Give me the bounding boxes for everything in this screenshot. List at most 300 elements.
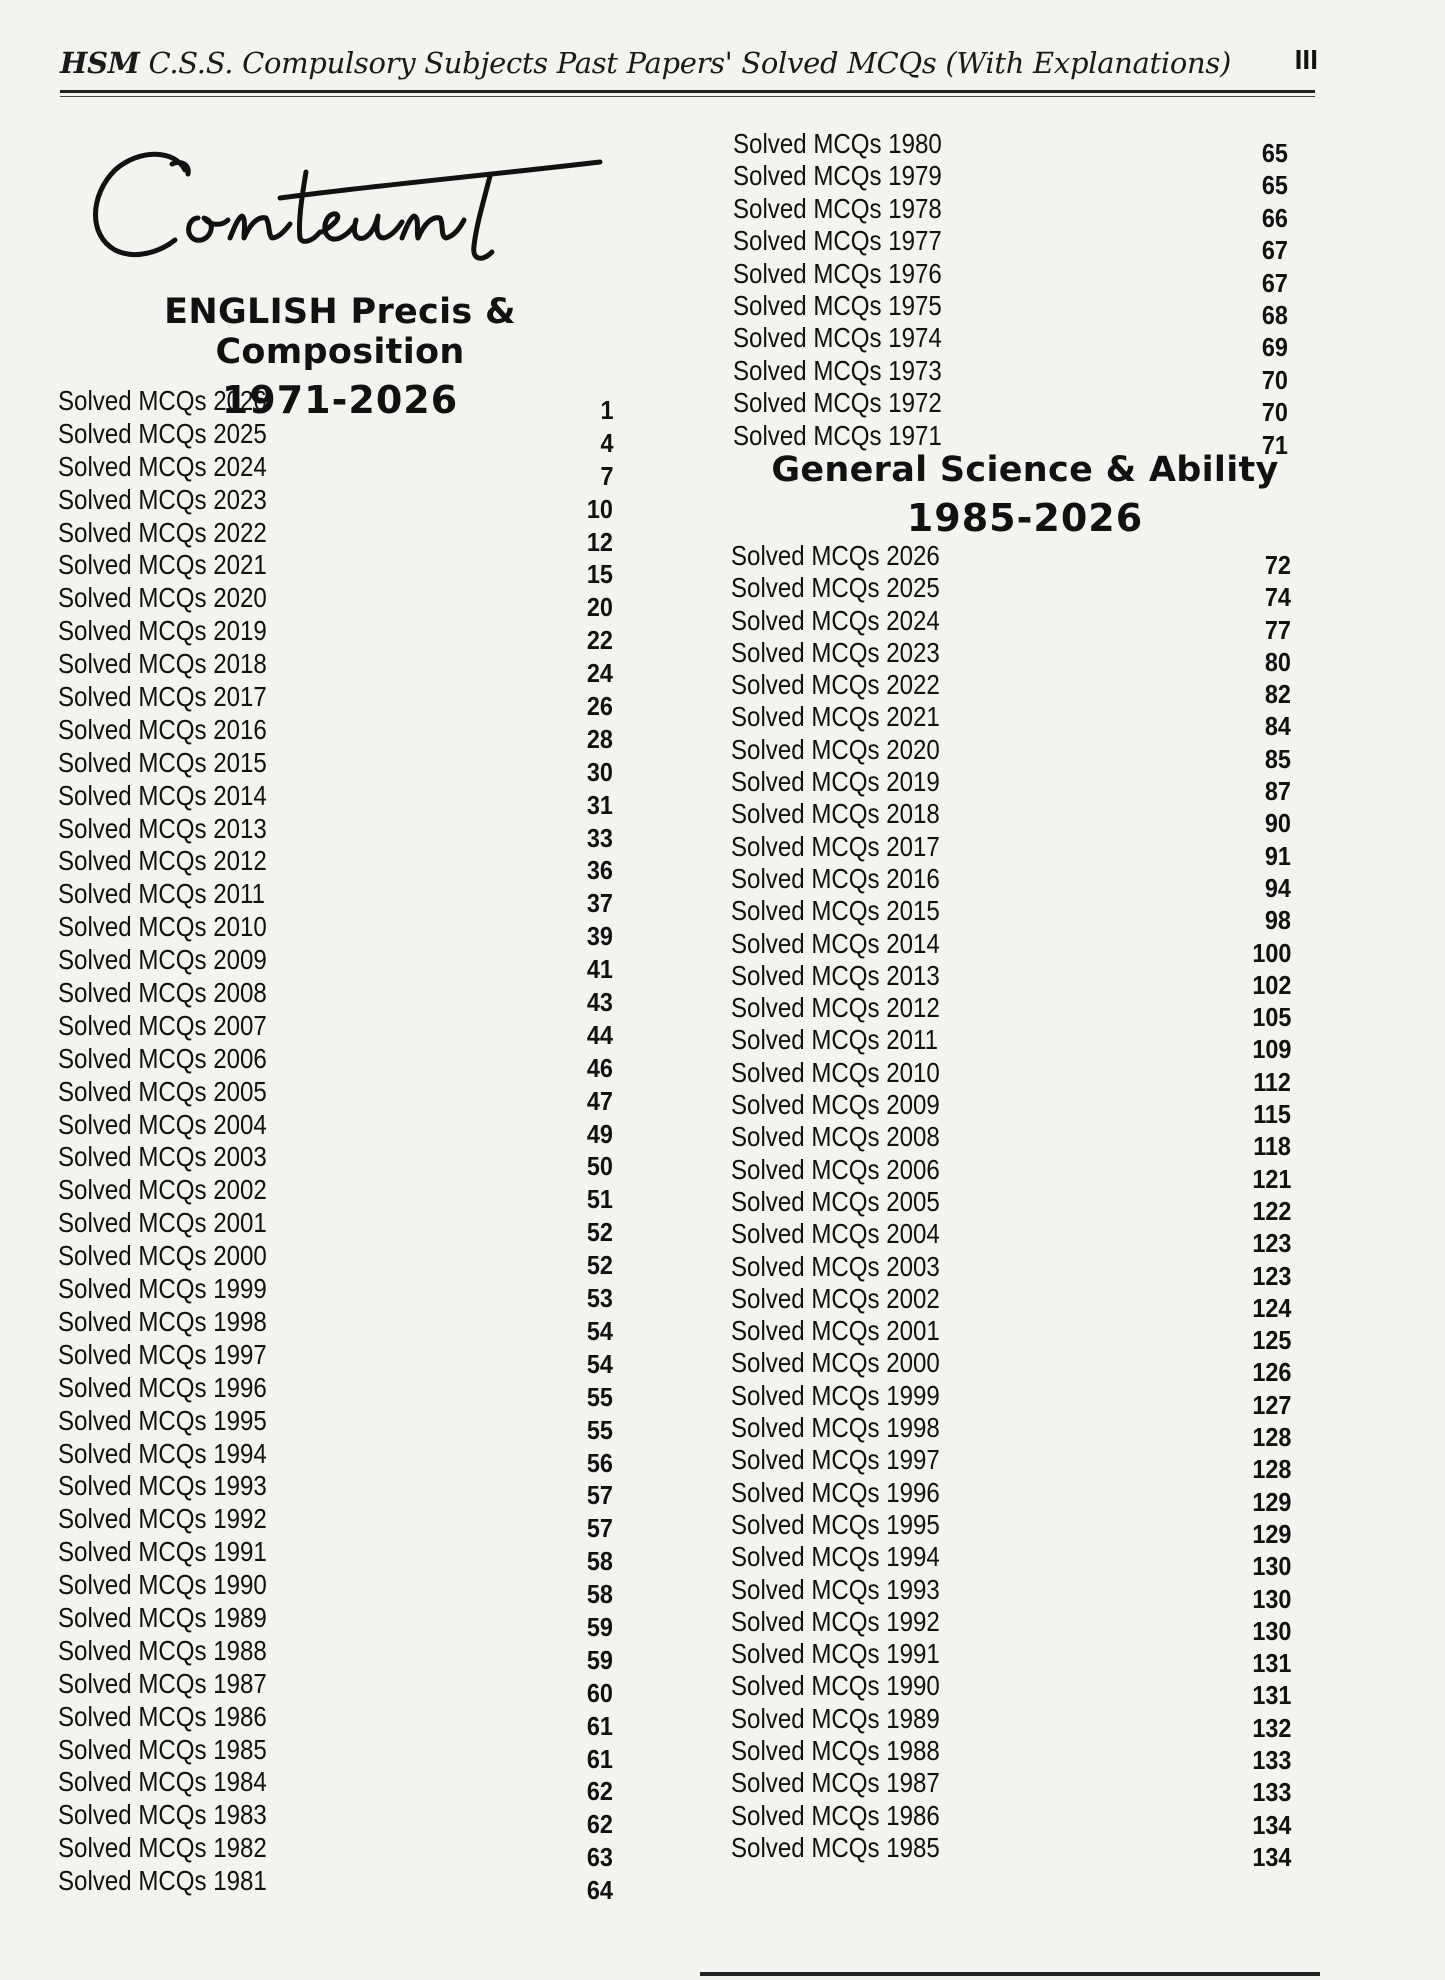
- toc-entry: [58, 1404, 613, 1445]
- toc-entry-label: Solved MCQs 2016: [58, 713, 267, 745]
- toc-entry-page-number: 123: [1251, 1260, 1291, 1291]
- toc-entry: [58, 1174, 613, 1215]
- toc-entry-label: Solved MCQs 2015: [731, 895, 940, 927]
- toc-entry-page-number: 61: [586, 1710, 613, 1741]
- toc-entry: [731, 733, 1291, 774]
- toc-entry-page-number: 126: [1251, 1357, 1291, 1388]
- toc-entry-label: Solved MCQs 2005: [58, 1075, 267, 1107]
- toc-entry-label: Solved MCQs 1993: [58, 1470, 267, 1502]
- toc-entry: [58, 1700, 613, 1741]
- toc-entry-page-number: 85: [1264, 743, 1291, 774]
- toc-entry: [731, 636, 1291, 677]
- toc-entry-label: Solved MCQs 2012: [731, 992, 940, 1024]
- toc-entry: [731, 701, 1291, 742]
- toc-entry-page-number: 65: [1261, 170, 1288, 201]
- toc-entry-page-number: 24: [586, 658, 613, 689]
- toc-entry-label: Solved MCQs 1978: [733, 192, 942, 224]
- toc-entry-label: Solved MCQs 2024: [58, 450, 267, 482]
- toc-entry: [58, 911, 613, 952]
- toc-entry: [58, 483, 613, 524]
- toc-entry-page-number: 39: [586, 921, 613, 952]
- toc-entry-page-number: 80: [1264, 646, 1291, 677]
- toc-entry: [731, 895, 1291, 936]
- toc-entry: [731, 1573, 1291, 1614]
- toc-entry-page-number: 132: [1251, 1712, 1291, 1743]
- toc-entry: [58, 450, 613, 491]
- toc-entry: [731, 927, 1291, 968]
- toc-entry: [731, 1024, 1291, 1065]
- toc-entry-label: Solved MCQs 1979: [733, 160, 942, 192]
- toc-entry: [58, 1240, 613, 1281]
- toc-entry-label: Solved MCQs 1987: [58, 1667, 267, 1699]
- header-rule-thin: [60, 96, 1315, 97]
- toc-entry: [58, 977, 613, 1018]
- toc-entry-page-number: 12: [586, 526, 613, 557]
- toc-entry-label: Solved MCQs 1996: [731, 1476, 940, 1508]
- toc-entry-page-number: 131: [1251, 1680, 1291, 1711]
- toc-entry: [58, 1536, 613, 1577]
- toc-entry: [58, 648, 613, 689]
- toc-entry-page-number: 63: [586, 1842, 613, 1873]
- toc-entry-page-number: 74: [1264, 582, 1291, 613]
- toc-entry-label: Solved MCQs 2006: [731, 1153, 940, 1185]
- toc-entry-label: Solved MCQs 1996: [58, 1371, 267, 1403]
- toc-entry-page-number: 130: [1251, 1583, 1291, 1614]
- toc-entry: [58, 385, 613, 425]
- toc-entry-page-number: 62: [586, 1809, 613, 1840]
- toc-entry-label: Solved MCQs 1992: [731, 1605, 940, 1637]
- toc-entry-page-number: 124: [1251, 1292, 1291, 1323]
- toc-entry: [731, 1315, 1291, 1356]
- header-rule: [60, 90, 1315, 93]
- toc-entry-page-number: 87: [1264, 776, 1291, 807]
- toc-entry-label: Solved MCQs 2003: [58, 1141, 267, 1173]
- toc-entry-page-number: 102: [1251, 969, 1291, 1000]
- toc-entry-label: Solved MCQs 2020: [731, 733, 940, 765]
- toc-entry-page-number: 70: [1261, 364, 1288, 395]
- toc-entry: [58, 1470, 613, 1511]
- general-science-contents-list: [731, 540, 1291, 1872]
- toc-entry-label: Solved MCQs 2001: [731, 1315, 940, 1347]
- toc-entry: [733, 192, 1288, 233]
- toc-entry-label: Solved MCQs 2010: [58, 911, 267, 943]
- general-science-section-title: General Science & Ability: [771, 450, 1279, 490]
- toc-entry-page-number: 59: [586, 1611, 613, 1642]
- toc-entry: [58, 1865, 613, 1906]
- toc-entry-page-number: 50: [586, 1151, 613, 1182]
- toc-entry: [731, 1831, 1291, 1872]
- english-section-range: 1971-2026: [221, 378, 459, 422]
- toc-entry-page-number: 131: [1251, 1648, 1291, 1679]
- toc-entry: [731, 1379, 1291, 1420]
- toc-entry-label: Solved MCQs 1985: [58, 1733, 267, 1765]
- toc-entry-label: Solved MCQs 1977: [733, 225, 942, 257]
- toc-entry-label: Solved MCQs 2007: [58, 1009, 267, 1041]
- header-title-text: C.S.S. Compulsory Subjects Past Papers' Solved MCQs (With Explanations): [148, 46, 1232, 80]
- toc-entry-label: Solved MCQs 1988: [58, 1634, 267, 1666]
- toc-entry: [58, 1569, 613, 1610]
- toc-entry-label: Solved MCQs 1990: [58, 1569, 267, 1601]
- toc-entry-page-number: 129: [1251, 1518, 1291, 1549]
- toc-entry-label: Solved MCQs 1991: [731, 1638, 940, 1670]
- toc-entry: [58, 516, 613, 557]
- toc-entry: [731, 1089, 1291, 1130]
- toc-entry: [731, 830, 1291, 871]
- toc-entry: [731, 669, 1291, 710]
- toc-entry-page-number: 56: [586, 1447, 613, 1478]
- toc-entry-page-number: 1: [599, 395, 613, 425]
- toc-entry-page-number: 41: [586, 954, 613, 985]
- toc-entry: [58, 615, 613, 656]
- toc-entry-page-number: 122: [1251, 1195, 1291, 1226]
- toc-entry: [58, 1108, 613, 1149]
- toc-entry-page-number: 46: [586, 1052, 613, 1083]
- toc-entry-page-number: 20: [586, 592, 613, 623]
- toc-entry-label: Solved MCQs 2004: [731, 1218, 940, 1250]
- toc-entry-page-number: 112: [1253, 1066, 1291, 1097]
- toc-entry-label: Solved MCQs 2021: [731, 701, 940, 733]
- toc-entry-page-number: 84: [1264, 711, 1291, 742]
- toc-entry: [731, 1541, 1291, 1582]
- toc-entry-label: Solved MCQs 1982: [58, 1832, 267, 1864]
- toc-entry: [733, 257, 1288, 298]
- footer-rule: [700, 1972, 1320, 1976]
- toc-entry-page-number: 55: [586, 1414, 613, 1445]
- toc-entry: [58, 779, 613, 820]
- toc-entry: [731, 604, 1291, 645]
- toc-entry: [58, 1207, 613, 1248]
- toc-entry-label: Solved MCQs 1980: [733, 128, 942, 159]
- toc-entry-label: Solved MCQs 2003: [731, 1250, 940, 1282]
- toc-entry-label: Solved MCQs 1981: [58, 1865, 267, 1897]
- toc-entry: [731, 862, 1291, 903]
- toc-entry: [731, 1218, 1291, 1259]
- toc-entry: [731, 1734, 1291, 1775]
- toc-entry-page-number: 127: [1251, 1389, 1291, 1420]
- toc-entry-page-number: 121: [1251, 1163, 1291, 1194]
- toc-entry: [58, 1009, 613, 1050]
- english-contents-list-continued: [733, 128, 1288, 460]
- toc-entry: [58, 1305, 613, 1346]
- toc-entry-label: Solved MCQs 2017: [58, 681, 267, 713]
- toc-entry-page-number: 64: [586, 1875, 613, 1906]
- toc-entry-page-number: 7: [599, 460, 613, 491]
- toc-entry-label: Solved MCQs 2024: [731, 604, 940, 636]
- toc-entry: [58, 1601, 613, 1642]
- toc-entry-label: Solved MCQs 2022: [731, 669, 940, 701]
- toc-entry-page-number: 10: [586, 493, 613, 524]
- toc-entry-label: Solved MCQs 2002: [58, 1174, 267, 1206]
- toc-entry-label: Solved MCQs 2010: [731, 1056, 940, 1088]
- toc-entry-label: Solved MCQs 2008: [58, 977, 267, 1009]
- toc-entry-label: Solved MCQs 1993: [731, 1573, 940, 1605]
- toc-entry-page-number: 129: [1251, 1486, 1291, 1517]
- toc-entry-label: Solved MCQs 2002: [731, 1282, 940, 1314]
- toc-entry: [58, 417, 613, 458]
- toc-entry: [58, 681, 613, 722]
- toc-entry: [58, 1766, 613, 1807]
- english-section-title: ENGLISH Precis & Composition: [164, 292, 516, 372]
- toc-entry-page-number: 36: [586, 855, 613, 886]
- header-page-number: III: [1294, 44, 1318, 75]
- toc-entry: [731, 1412, 1291, 1453]
- toc-entry-label: Solved MCQs 2014: [731, 927, 940, 959]
- toc-entry-label: Solved MCQs 1992: [58, 1503, 267, 1535]
- toc-entry-label: Solved MCQs 1998: [731, 1412, 940, 1444]
- toc-entry: [58, 1667, 613, 1708]
- toc-entry: [58, 1338, 613, 1379]
- toc-entry-label: Solved MCQs 2006: [58, 1042, 267, 1074]
- toc-entry-page-number: 51: [586, 1184, 613, 1215]
- toc-entry-label: Solved MCQs 2016: [731, 862, 940, 894]
- toc-entry-label: Solved MCQs 2025: [731, 572, 940, 604]
- toc-entry-page-number: 105: [1251, 1002, 1291, 1033]
- toc-entry: [731, 1121, 1291, 1162]
- toc-entry-label: Solved MCQs 1995: [58, 1404, 267, 1436]
- toc-entry: [731, 1282, 1291, 1323]
- toc-entry-label: Solved MCQs 2008: [731, 1121, 940, 1153]
- toc-entry-label: Solved MCQs 2023: [731, 636, 940, 668]
- toc-entry-label: Solved MCQs 2019: [58, 615, 267, 647]
- toc-entry-page-number: 58: [586, 1546, 613, 1577]
- toc-entry: [731, 1799, 1291, 1840]
- toc-entry: [731, 1250, 1291, 1291]
- toc-entry-page-number: 123: [1251, 1228, 1291, 1259]
- toc-entry-label: Solved MCQs 2018: [58, 648, 267, 680]
- content-script-logo: [80, 140, 610, 280]
- toc-entry: [731, 1444, 1291, 1485]
- toc-entry: [58, 582, 613, 623]
- toc-entry: [731, 992, 1291, 1033]
- toc-entry: [731, 766, 1291, 807]
- toc-entry-page-number: 54: [586, 1348, 613, 1379]
- toc-entry: [733, 419, 1288, 460]
- english-contents-list: [58, 385, 613, 1906]
- toc-entry-label: Solved MCQs 2025: [58, 417, 267, 449]
- toc-entry-label: Solved MCQs 1987: [731, 1767, 940, 1799]
- toc-entry: [731, 1638, 1291, 1679]
- toc-entry: [731, 1605, 1291, 1646]
- toc-entry-page-number: 55: [586, 1381, 613, 1412]
- toc-entry: [731, 1702, 1291, 1743]
- toc-entry: [733, 289, 1288, 330]
- header-title: [60, 46, 1231, 80]
- toc-entry-page-number: 134: [1251, 1841, 1291, 1872]
- toc-entry-page-number: 125: [1251, 1325, 1291, 1356]
- toc-entry-label: Solved MCQs 1988: [731, 1734, 940, 1766]
- toc-entry: [731, 540, 1291, 580]
- toc-entry-page-number: 15: [586, 559, 613, 590]
- toc-entry-label: Solved MCQs 2014: [58, 779, 267, 811]
- toc-entry: [731, 572, 1291, 613]
- toc-entry-label: Solved MCQs 1983: [58, 1799, 267, 1831]
- toc-entry-page-number: 28: [586, 723, 613, 754]
- toc-entry-page-number: 60: [586, 1677, 613, 1708]
- toc-entry-page-number: 91: [1264, 840, 1291, 871]
- toc-entry-label: Solved MCQs 2013: [58, 812, 267, 844]
- toc-entry: [731, 1508, 1291, 1549]
- toc-entry-label: Solved MCQs 2009: [58, 944, 267, 976]
- toc-entry-label: Solved MCQs 1999: [58, 1273, 267, 1305]
- toc-entry-page-number: 52: [586, 1250, 613, 1281]
- toc-entry-label: Solved MCQs 1994: [731, 1541, 940, 1573]
- toc-entry-label: Solved MCQs 1997: [58, 1338, 267, 1370]
- toc-entry-page-number: 68: [1261, 299, 1288, 330]
- toc-entry-label: Solved MCQs 1973: [733, 354, 942, 386]
- toc-entry-page-number: 67: [1261, 235, 1288, 266]
- toc-entry: [58, 944, 613, 985]
- toc-entry: [58, 878, 613, 919]
- toc-entry-page-number: 130: [1251, 1551, 1291, 1582]
- toc-entry: [58, 1371, 613, 1412]
- toc-entry-label: Solved MCQs 2011: [731, 1024, 939, 1056]
- toc-entry: [733, 128, 1288, 168]
- toc-entry-label: Solved MCQs 1991: [58, 1536, 267, 1568]
- toc-entry: [58, 746, 613, 787]
- toc-entry-label: Solved MCQs 1999: [731, 1379, 940, 1411]
- toc-entry-page-number: 57: [586, 1513, 613, 1544]
- toc-entry-page-number: 100: [1251, 937, 1291, 968]
- toc-entry-label: Solved MCQs 1985: [731, 1831, 940, 1863]
- toc-entry-page-number: 62: [586, 1776, 613, 1807]
- toc-entry-page-number: 52: [586, 1217, 613, 1248]
- toc-entry-page-number: 118: [1253, 1131, 1291, 1162]
- toc-entry-label: Solved MCQs 1986: [731, 1799, 940, 1831]
- running-header: [60, 42, 1318, 88]
- toc-entry-page-number: 57: [586, 1480, 613, 1511]
- toc-entry-page-number: 72: [1264, 550, 1291, 580]
- toc-entry-page-number: 4: [599, 427, 613, 458]
- toc-entry: [58, 845, 613, 886]
- toc-entry-label: Solved MCQs 2021: [58, 549, 267, 581]
- toc-entry-label: Solved MCQs 2017: [731, 830, 940, 862]
- toc-entry: [58, 812, 613, 853]
- toc-entry: [731, 1185, 1291, 1226]
- toc-entry-label: Solved MCQs 2022: [58, 516, 267, 548]
- toc-entry-label: Solved MCQs 1997: [731, 1444, 940, 1476]
- toc-entry-label: Solved MCQs 1986: [58, 1700, 267, 1732]
- toc-entry: [731, 959, 1291, 1000]
- toc-entry: [731, 1056, 1291, 1097]
- toc-entry-label: Solved MCQs 2000: [58, 1240, 267, 1272]
- toc-entry: [58, 1832, 613, 1873]
- toc-entry-page-number: 59: [586, 1644, 613, 1675]
- toc-entry-page-number: 65: [1261, 138, 1288, 168]
- toc-entry-page-number: 98: [1264, 905, 1291, 936]
- toc-entry-label: Solved MCQs 2005: [731, 1185, 940, 1217]
- toc-entry-label: Solved MCQs 2000: [731, 1347, 940, 1379]
- general-science-section-heading: [755, 450, 1295, 540]
- toc-entry: [731, 1347, 1291, 1388]
- toc-entry: [58, 1733, 613, 1774]
- toc-entry-label: Solved MCQs 2020: [58, 582, 267, 614]
- toc-entry-page-number: 44: [586, 1019, 613, 1050]
- toc-entry-label: Solved MCQs 2013: [731, 959, 940, 991]
- toc-entry-page-number: 77: [1264, 614, 1291, 645]
- toc-entry: [58, 1634, 613, 1675]
- toc-entry-page-number: 30: [586, 756, 613, 787]
- general-science-section-range: 1985-2026: [906, 496, 1144, 540]
- toc-entry-label: Solved MCQs 2001: [58, 1207, 267, 1239]
- toc-entry-page-number: 58: [586, 1579, 613, 1610]
- toc-entry-label: Solved MCQs 1990: [731, 1670, 940, 1702]
- toc-entry-label: Solved MCQs 2023: [58, 483, 267, 515]
- toc-entry: [58, 1075, 613, 1116]
- toc-entry-label: Solved MCQs 2009: [731, 1089, 940, 1121]
- toc-entry-page-number: 47: [586, 1085, 613, 1116]
- toc-entry-label: Solved MCQs 2026: [58, 385, 267, 416]
- toc-entry: [731, 1153, 1291, 1194]
- toc-entry-page-number: 71: [1261, 429, 1288, 460]
- toc-entry-label: Solved MCQs 2019: [731, 766, 940, 798]
- toc-entry-page-number: 22: [586, 625, 613, 656]
- toc-entry: [58, 1273, 613, 1314]
- toc-entry: [733, 354, 1288, 395]
- toc-entry: [58, 1042, 613, 1083]
- toc-entry-label: Solved MCQs 1975: [733, 289, 942, 321]
- toc-entry-page-number: 31: [586, 789, 613, 820]
- toc-entry-page-number: 53: [586, 1283, 613, 1314]
- toc-entry: [731, 1476, 1291, 1517]
- toc-entry-label: Solved MCQs 1989: [731, 1702, 940, 1734]
- toc-entry-page-number: 133: [1251, 1777, 1291, 1808]
- toc-entry: [58, 1799, 613, 1840]
- toc-entry-page-number: 134: [1251, 1809, 1291, 1840]
- toc-entry-page-number: 43: [586, 987, 613, 1018]
- toc-entry-page-number: 94: [1264, 872, 1291, 903]
- toc-entry: [731, 1670, 1291, 1711]
- toc-entry-label: Solved MCQs 1976: [733, 257, 942, 289]
- toc-entry-label: Solved MCQs 1989: [58, 1601, 267, 1633]
- toc-entry-page-number: 54: [586, 1315, 613, 1346]
- toc-entry-page-number: 61: [586, 1743, 613, 1774]
- toc-entry-label: Solved MCQs 2026: [731, 540, 940, 571]
- toc-entry-label: Solved MCQs 1974: [733, 322, 942, 354]
- toc-entry: [58, 549, 613, 590]
- toc-entry-label: Solved MCQs 2004: [58, 1108, 267, 1140]
- toc-entry-page-number: 69: [1261, 332, 1288, 363]
- toc-entry-page-number: 115: [1253, 1099, 1291, 1130]
- toc-entry: [733, 322, 1288, 363]
- toc-entry-page-number: 128: [1251, 1422, 1291, 1453]
- toc-entry-page-number: 133: [1251, 1744, 1291, 1775]
- toc-entry-page-number: 109: [1251, 1034, 1291, 1065]
- toc-entry-page-number: 66: [1261, 202, 1288, 233]
- toc-entry-label: Solved MCQs 2018: [731, 798, 940, 830]
- toc-entry-label: Solved MCQs 1998: [58, 1305, 267, 1337]
- toc-entry-page-number: 128: [1251, 1454, 1291, 1485]
- toc-entry-label: Solved MCQs 2015: [58, 746, 267, 778]
- toc-entry: [58, 1141, 613, 1182]
- toc-entry: [731, 1767, 1291, 1808]
- toc-entry-page-number: 82: [1264, 679, 1291, 710]
- toc-entry-page-number: 37: [586, 888, 613, 919]
- header-brand: HSM: [60, 46, 140, 80]
- toc-entry: [731, 798, 1291, 839]
- toc-entry-page-number: 70: [1261, 397, 1288, 428]
- toc-entry-page-number: 130: [1251, 1615, 1291, 1646]
- toc-entry-label: Solved MCQs 2011: [58, 878, 266, 910]
- toc-entry-label: Solved MCQs 1984: [58, 1766, 267, 1798]
- toc-entry: [733, 387, 1288, 428]
- toc-entry-label: Solved MCQs 1995: [731, 1508, 940, 1540]
- toc-entry-label: Solved MCQs 1972: [733, 387, 942, 419]
- toc-entry-page-number: 90: [1264, 808, 1291, 839]
- toc-entry-page-number: 49: [586, 1118, 613, 1149]
- toc-entry: [58, 1437, 613, 1478]
- toc-entry: [733, 160, 1288, 201]
- toc-entry-label: Solved MCQs 2012: [58, 845, 267, 877]
